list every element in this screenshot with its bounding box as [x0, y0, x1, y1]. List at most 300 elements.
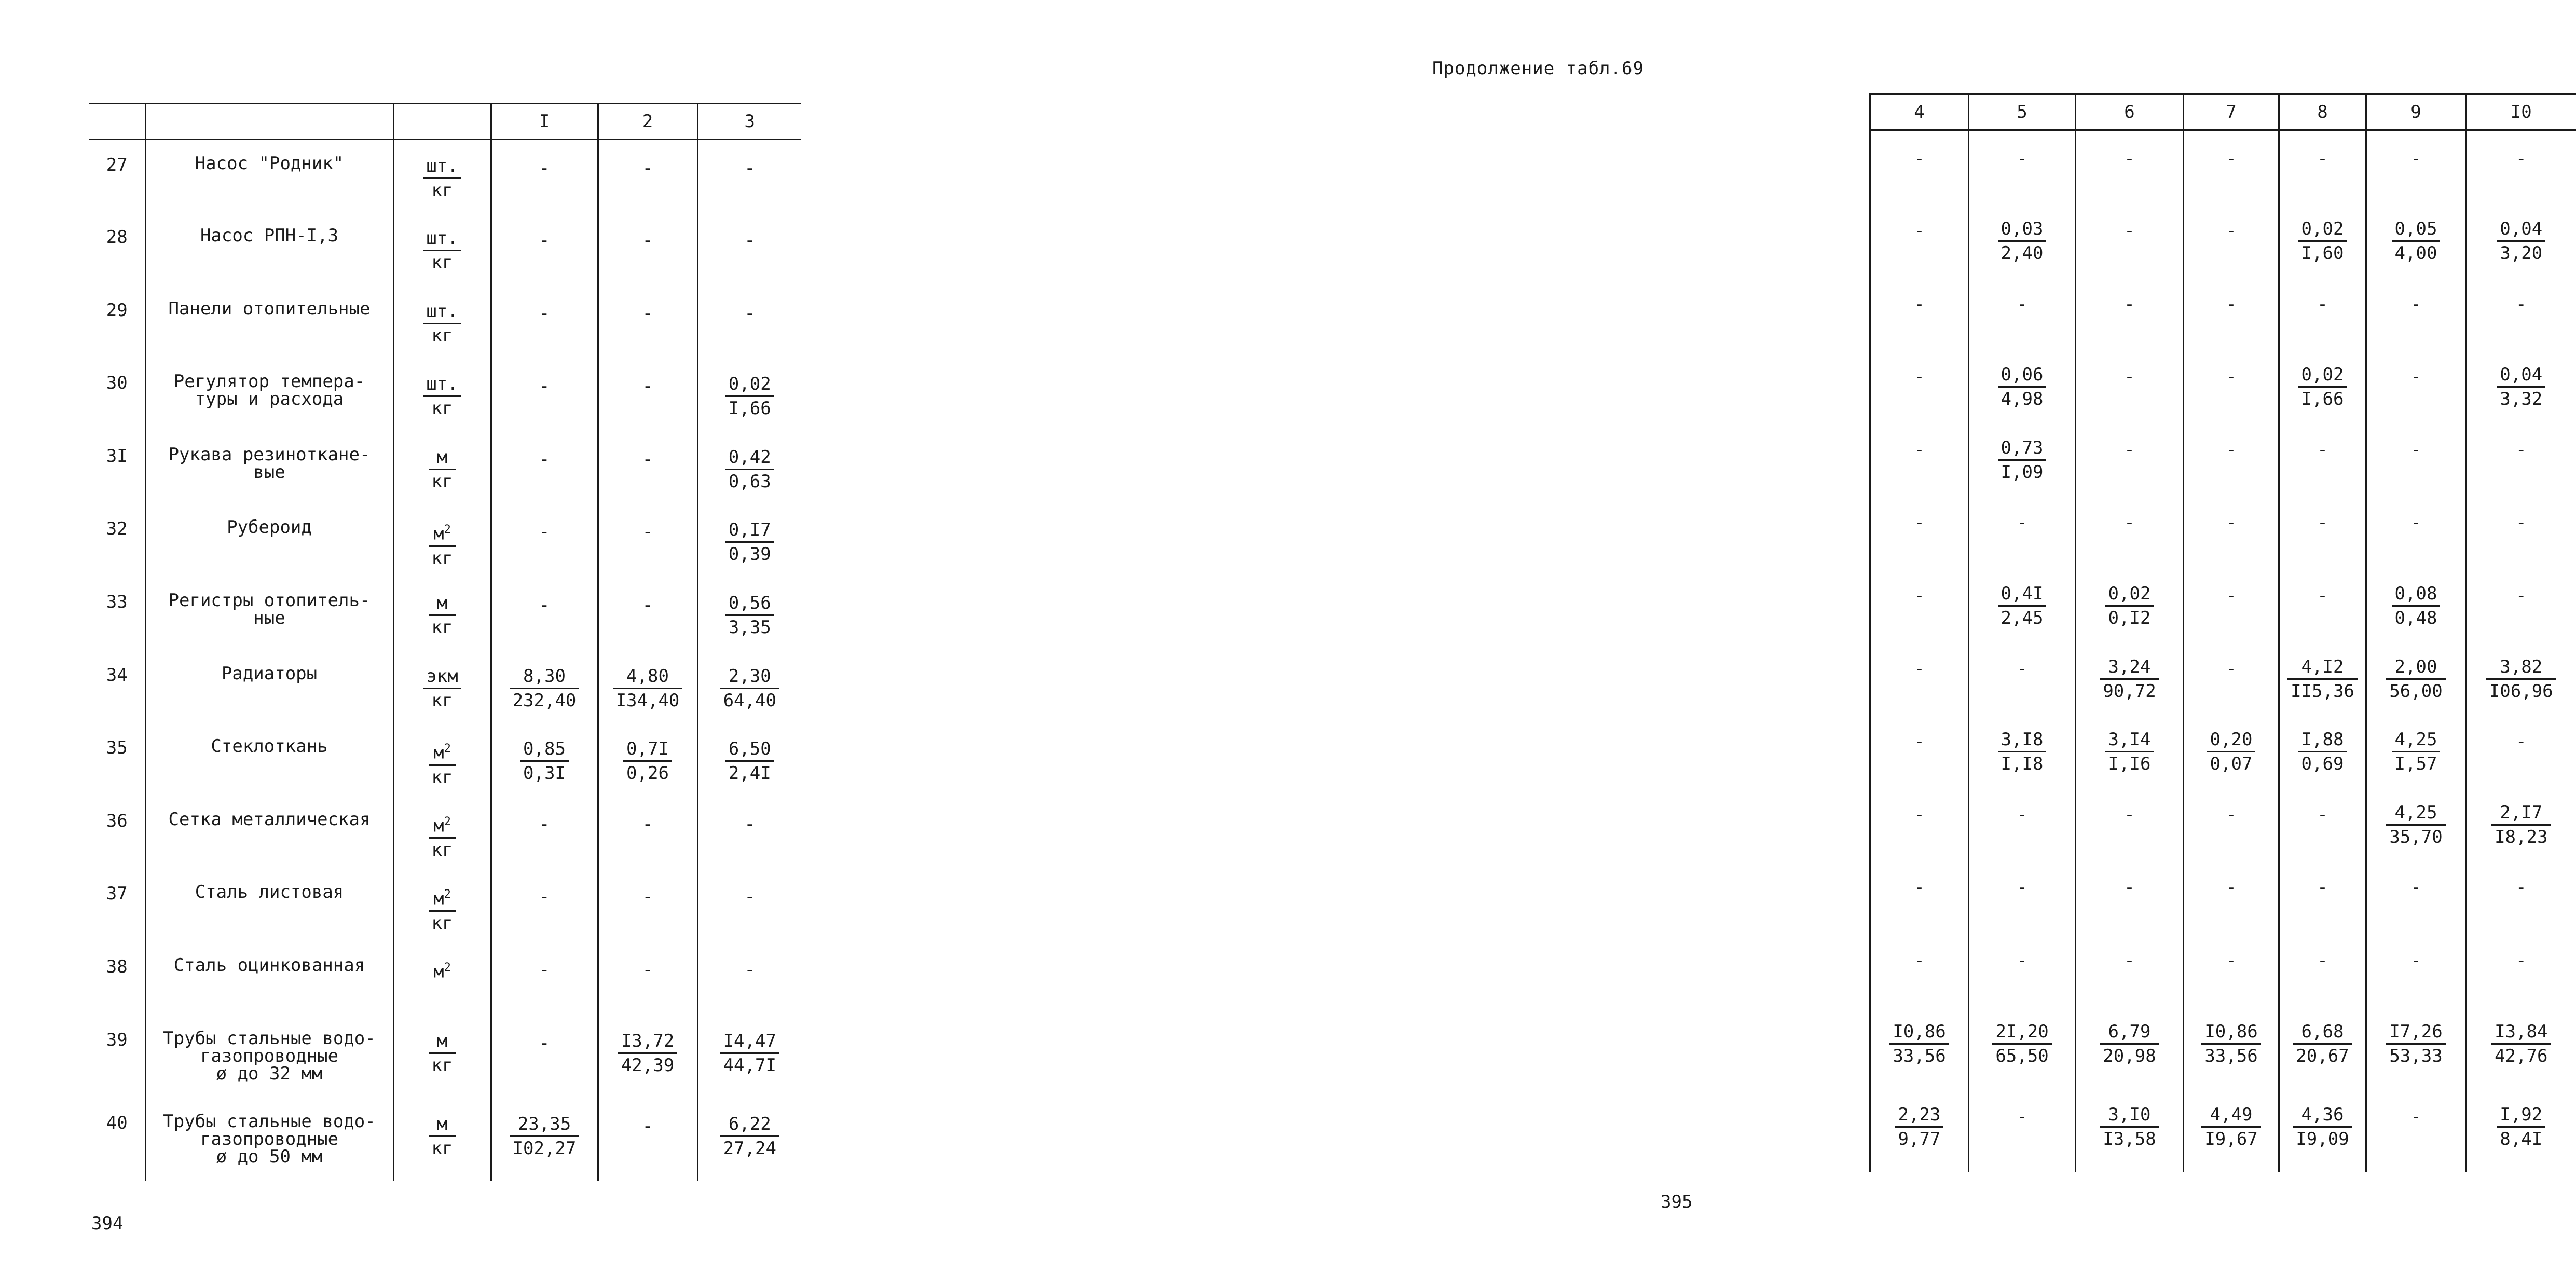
value-cell-col-6	[2076, 641, 2184, 714]
fraction-top: 6,79	[2100, 1020, 2159, 1045]
unit-fraction	[423, 227, 461, 274]
value-cell-col-7	[2184, 787, 2279, 860]
fraction	[720, 1030, 779, 1077]
column-header: 3	[697, 104, 801, 140]
table-row	[1870, 568, 2576, 641]
value-cell-col-3	[697, 212, 801, 285]
value-cell-col-4	[1870, 1089, 1969, 1172]
empty-dash: -	[2124, 293, 2135, 314]
item-name-line: ø до 50 мм	[216, 1146, 323, 1167]
value-cell-col-2	[598, 796, 697, 869]
value-cell-col-5	[1969, 568, 2076, 641]
table-row	[89, 942, 801, 1015]
table-row	[89, 504, 801, 577]
fraction	[2491, 1020, 2551, 1067]
value-cell-col-3	[697, 504, 801, 577]
value-cell-col-9	[2366, 933, 2466, 1006]
fraction-top: 6,22	[720, 1113, 779, 1137]
left-table-body	[89, 140, 801, 1182]
item-name	[145, 723, 393, 796]
empty-dash: -	[1914, 439, 1925, 460]
unit	[393, 504, 491, 577]
unit-top: м	[429, 446, 456, 470]
table-row	[89, 358, 801, 431]
unit-bottom: кг	[431, 840, 453, 861]
value-cell-col-4	[1870, 349, 1969, 422]
value-cell-col-7	[2184, 422, 2279, 495]
unit-fraction	[423, 373, 461, 420]
fraction-top: 0,05	[2392, 217, 2441, 242]
value-cell-col-10	[2466, 714, 2576, 787]
value-cell-col-9	[2366, 130, 2466, 203]
value-cell-col-9	[2366, 787, 2466, 860]
value-cell-col-6	[2076, 495, 2184, 568]
empty-dash: -	[2226, 366, 2237, 388]
item-name	[145, 285, 393, 359]
item-name	[145, 577, 393, 650]
unit	[393, 577, 491, 650]
empty-dash: -	[2017, 658, 2027, 679]
empty-dash: -	[2410, 293, 2421, 314]
fraction-top: I0,86	[2201, 1020, 2260, 1045]
table-row	[89, 869, 801, 942]
fraction-top: 4,80	[613, 665, 683, 689]
fraction	[1998, 363, 2047, 410]
unit-bottom: кг	[431, 398, 453, 419]
item-name-line: Сталь листовая	[195, 882, 344, 903]
empty-dash: -	[2317, 585, 2328, 607]
fraction-top: 0,02	[725, 373, 774, 397]
fraction-top: 0,04	[2497, 363, 2545, 388]
empty-dash: -	[1914, 731, 1925, 752]
fraction	[725, 518, 774, 566]
item-name	[145, 212, 393, 285]
value-cell-col-5	[1969, 130, 2076, 203]
fraction	[2386, 801, 2445, 848]
value-cell-col-10	[2466, 422, 2576, 495]
unit-superscript: 2	[444, 961, 451, 975]
item-name-line: Стеклоткань	[211, 736, 328, 757]
empty-dash: -	[2317, 439, 2328, 460]
item-name-line: Трубы стальные водо-	[163, 1028, 376, 1049]
value-cell-col-3	[697, 285, 801, 359]
fraction-bottom: I,66	[728, 398, 771, 419]
fraction	[623, 737, 672, 785]
value-cell-col-9	[2366, 641, 2466, 714]
fraction-bottom: I,I8	[2000, 754, 2044, 775]
fraction	[720, 1113, 779, 1160]
unit-top: шт.	[423, 300, 461, 324]
empty-dash: -	[2516, 877, 2527, 898]
empty-dash: -	[2226, 658, 2237, 679]
empty-dash: -	[2226, 512, 2237, 533]
table-row	[1870, 1006, 2576, 1089]
item-name	[145, 869, 393, 942]
value-cell-col-6	[2076, 1006, 2184, 1089]
empty-dash: -	[2226, 585, 2237, 607]
fraction-top: I,88	[2298, 728, 2347, 752]
empty-dash: -	[642, 960, 653, 981]
fraction-bottom: 56,00	[2389, 680, 2443, 702]
item-name-line: Сталь оцинкованная	[173, 955, 365, 976]
value-cell-col-5	[1969, 1006, 2076, 1089]
fraction	[1895, 1103, 1944, 1151]
fraction	[725, 592, 774, 639]
value-cell-col-5	[1969, 203, 2076, 276]
unit	[393, 431, 491, 504]
fraction-top: 3,I4	[2105, 728, 2154, 752]
table-row	[1870, 641, 2576, 714]
fraction-top: 3,I8	[1998, 728, 2047, 752]
unit-top: м	[429, 1030, 456, 1054]
value-cell-col-7	[2184, 641, 2279, 714]
fraction-top: I4,47	[720, 1030, 779, 1054]
row-number: 40	[106, 1112, 128, 1133]
value-cell-col-3	[697, 796, 801, 869]
empty-dash: -	[539, 376, 550, 397]
fraction-bottom: 3,35	[728, 617, 771, 638]
column-header: I0	[2466, 94, 2576, 130]
value-cell-col-1	[491, 431, 598, 504]
fraction-top: 2,30	[720, 665, 779, 689]
fraction-bottom: I,60	[2301, 243, 2344, 264]
value-cell-col-3	[697, 942, 801, 1015]
fraction	[2100, 1020, 2159, 1067]
value-cell-col-2	[598, 212, 697, 285]
fraction-top: 4,25	[2386, 801, 2445, 826]
fraction	[2497, 363, 2545, 410]
empty-dash: -	[2317, 804, 2328, 825]
fraction	[725, 373, 774, 420]
fraction-bottom: 0,69	[2301, 754, 2344, 775]
unit-base: м	[433, 523, 444, 544]
table-row	[1870, 714, 2576, 787]
empty-dash: -	[642, 376, 653, 397]
value-cell-col-1	[491, 212, 598, 285]
value-cell-col-10	[2466, 933, 2576, 1006]
value-cell-col-4	[1870, 130, 1969, 203]
unit-superscript: 2	[444, 523, 451, 537]
fraction-top: 0,I7	[725, 518, 774, 543]
column-header	[89, 104, 145, 140]
value-cell-col-7	[2184, 495, 2279, 568]
column-header	[145, 104, 393, 140]
empty-dash: -	[2516, 148, 2527, 169]
fraction-bottom: 0,39	[728, 544, 771, 565]
value-cell-col-9	[2366, 203, 2466, 276]
empty-dash: -	[642, 595, 653, 616]
value-cell-col-4	[1870, 203, 1969, 276]
value-cell-col-2	[598, 942, 697, 1015]
unit	[393, 869, 491, 942]
table-row	[89, 577, 801, 650]
empty-dash: -	[539, 886, 550, 908]
empty-dash: -	[2017, 293, 2027, 314]
value-cell-col-10	[2466, 787, 2576, 860]
item-name	[145, 796, 393, 869]
fraction-bottom: I06,96	[2489, 680, 2553, 702]
value-cell-col-8	[2279, 641, 2366, 714]
empty-dash: -	[642, 1115, 653, 1137]
fraction-bottom: 33,56	[1893, 1045, 1946, 1066]
value-cell-col-1	[491, 140, 598, 213]
empty-dash: -	[1914, 658, 1925, 679]
empty-dash: -	[2410, 1106, 2421, 1127]
unit-fraction	[429, 737, 456, 788]
column-header: 8	[2279, 94, 2366, 130]
unit-fraction	[429, 1030, 456, 1077]
value-cell-col-10	[2466, 568, 2576, 641]
fraction	[2201, 1020, 2260, 1067]
empty-dash: -	[539, 960, 550, 981]
value-cell-col-5	[1969, 933, 2076, 1006]
row-number: 33	[106, 592, 128, 613]
empty-dash: -	[1914, 293, 1925, 314]
unit	[393, 942, 491, 1015]
unit-fraction	[423, 300, 461, 347]
empty-dash: -	[2124, 877, 2135, 898]
fraction-bottom: 3,20	[2500, 243, 2543, 264]
fraction-bottom: II5,36	[2291, 680, 2354, 702]
unit	[393, 1098, 491, 1181]
fraction-top: 0,04	[2497, 217, 2545, 242]
value-cell-col-8	[2279, 203, 2366, 276]
empty-dash: -	[2516, 950, 2527, 971]
fraction-bottom: I3,58	[2103, 1128, 2156, 1149]
value-cell-col-1	[491, 577, 598, 650]
value-cell-col-5	[1969, 276, 2076, 349]
fraction-bottom: 53,33	[2389, 1045, 2443, 1066]
value-cell-col-5	[1969, 859, 2076, 933]
unit-bottom: кг	[431, 617, 453, 638]
value-cell-col-2	[598, 723, 697, 796]
table-row	[89, 723, 801, 796]
empty-dash: -	[2410, 148, 2421, 169]
empty-dash: -	[642, 303, 653, 324]
value-cell-col-1	[491, 1015, 598, 1098]
fraction-top: 0,85	[520, 737, 569, 762]
fraction-top: I7,26	[2386, 1020, 2445, 1045]
fraction	[1992, 1020, 2051, 1067]
fraction-top: I3,72	[618, 1030, 677, 1054]
value-cell-col-5	[1969, 787, 2076, 860]
value-cell-col-2	[598, 431, 697, 504]
value-cell-col-4	[1870, 495, 1969, 568]
empty-dash: -	[1914, 804, 1925, 825]
empty-dash: -	[2317, 148, 2328, 169]
unit-fraction	[430, 956, 454, 983]
empty-dash: -	[2226, 950, 2237, 971]
fraction-bottom: 4,00	[2394, 243, 2437, 264]
table-row	[1870, 859, 2576, 933]
value-cell-col-10	[2466, 641, 2576, 714]
item-name-line: Панели отопительные	[168, 298, 371, 319]
fraction-top: 3,I0	[2100, 1103, 2159, 1128]
item-name	[145, 1015, 393, 1098]
value-cell-col-7	[2184, 276, 2279, 349]
page-number-left: 394	[91, 1213, 124, 1234]
fraction-bottom: I,I6	[2108, 754, 2151, 775]
left-table-sheet	[89, 103, 801, 1181]
fraction-top: 0,02	[2105, 582, 2154, 607]
item-name	[145, 140, 393, 213]
empty-dash: -	[2226, 221, 2237, 242]
empty-dash: -	[539, 522, 550, 543]
item-name-line: ные	[253, 608, 285, 629]
item-name-line: газопроводные	[200, 1045, 339, 1066]
fraction-top: 0,73	[1998, 436, 2047, 461]
empty-dash: -	[2516, 731, 2527, 752]
unit-bottom: кг	[431, 325, 453, 346]
empty-dash: -	[2226, 439, 2237, 460]
fraction	[2105, 582, 2154, 629]
table-row	[89, 140, 801, 213]
empty-dash: -	[2226, 148, 2237, 169]
left-page	[0, 0, 888, 1287]
fraction-bottom: I02,27	[512, 1138, 577, 1159]
fraction-bottom: I9,67	[2204, 1128, 2258, 1149]
row-number: 32	[106, 518, 128, 540]
empty-dash: -	[642, 522, 653, 543]
value-cell-col-9	[2366, 859, 2466, 933]
column-header	[393, 104, 491, 140]
value-cell-col-2	[598, 1015, 697, 1098]
fraction-top: 2,00	[2386, 655, 2445, 680]
value-cell-col-5	[1969, 1089, 2076, 1172]
row-number: 27	[106, 155, 128, 175]
empty-dash: -	[642, 886, 653, 908]
right-header-row	[1870, 94, 2576, 130]
value-cell-col-7	[2184, 1089, 2279, 1172]
row-number: 36	[106, 810, 128, 831]
fraction-bottom: 232,40	[512, 690, 577, 711]
fraction-bottom: I,09	[2000, 461, 2044, 483]
table-row	[89, 212, 801, 285]
empty-dash: -	[2317, 293, 2328, 314]
value-cell-col-8	[2279, 714, 2366, 787]
unit	[393, 285, 491, 359]
value-cell-col-2	[598, 577, 697, 650]
unit-bottom: кг	[431, 1055, 453, 1076]
empty-dash: -	[2226, 293, 2237, 314]
fraction-top: 0,42	[725, 446, 774, 470]
item-name-line: Радиаторы	[221, 663, 318, 684]
value-cell-col-10	[2466, 130, 2576, 203]
fraction-bottom: 2,4I	[728, 763, 771, 784]
table-row	[89, 796, 801, 869]
value-cell-col-8	[2279, 422, 2366, 495]
unit-fraction	[429, 592, 456, 639]
value-cell-col-3	[697, 1098, 801, 1181]
value-cell-col-7	[2184, 203, 2279, 276]
empty-dash: -	[2017, 804, 2027, 825]
fraction-bottom: 90,72	[2103, 680, 2156, 702]
fraction-bottom: 20,67	[2296, 1045, 2349, 1066]
value-cell-col-2	[598, 869, 697, 942]
left-header-row	[89, 104, 801, 140]
value-cell-col-8	[2279, 859, 2366, 933]
value-cell-col-1	[491, 869, 598, 942]
empty-dash: -	[1914, 512, 1925, 533]
fraction-top: 0,20	[2207, 728, 2256, 752]
value-cell-col-5	[1969, 641, 2076, 714]
value-cell-col-4	[1870, 422, 1969, 495]
item-name-line: ø до 32 мм	[216, 1063, 323, 1084]
value-cell-col-6	[2076, 787, 2184, 860]
value-cell-col-9	[2366, 495, 2466, 568]
unit-bottom: кг	[431, 252, 453, 273]
item-name	[145, 942, 393, 1015]
fraction-bottom: 42,76	[2495, 1045, 2548, 1066]
value-cell-col-2	[598, 504, 697, 577]
item-name-line: Насос "Родник"	[195, 153, 344, 174]
unit-base: м	[433, 815, 444, 837]
right-table-body	[1870, 130, 2576, 1172]
unit-base: м	[433, 742, 444, 763]
empty-dash: -	[2017, 148, 2027, 169]
fraction	[2298, 728, 2347, 775]
value-cell-col-5	[1969, 714, 2076, 787]
value-cell-col-8	[2279, 495, 2366, 568]
value-cell-col-3	[697, 577, 801, 650]
value-cell-col-10	[2466, 349, 2576, 422]
item-name-line: Рукава резинотканe-	[168, 444, 371, 465]
fraction	[2100, 1103, 2159, 1151]
fraction	[2497, 217, 2545, 265]
value-cell-col-4	[1870, 641, 1969, 714]
value-cell-col-9	[2366, 422, 2466, 495]
fraction-bottom: 9,77	[1898, 1128, 1941, 1149]
empty-dash: -	[2317, 512, 2328, 533]
fraction-bottom: 2,40	[2000, 243, 2044, 264]
value-cell-col-6	[2076, 130, 2184, 203]
unit-top: шт.	[423, 155, 461, 179]
unit-bottom: кг	[431, 912, 453, 934]
fraction-top: 0,4I	[1998, 582, 2047, 607]
row-number: 34	[106, 664, 128, 686]
value-cell-col-4	[1870, 787, 1969, 860]
fraction-bottom: 2,45	[2000, 608, 2044, 629]
empty-dash: -	[642, 230, 653, 251]
empty-dash: -	[2226, 804, 2237, 825]
fraction	[2386, 655, 2445, 703]
unit-bottom: кг	[431, 766, 453, 788]
fraction	[1889, 1020, 1949, 1067]
column-header: I	[491, 104, 598, 140]
fraction-bottom: I,66	[2301, 389, 2344, 410]
empty-dash: -	[2516, 585, 2527, 607]
unit-top: шт.	[423, 227, 461, 251]
fraction-top: 0,08	[2392, 582, 2441, 607]
empty-dash: -	[1914, 148, 1925, 169]
empty-dash: -	[2124, 950, 2135, 971]
fraction	[1998, 582, 2047, 629]
row-number: 29	[106, 299, 128, 321]
unit	[393, 140, 491, 213]
value-cell-col-3	[697, 650, 801, 723]
unit-fraction	[429, 1113, 456, 1160]
fraction	[2293, 1103, 2352, 1151]
value-cell-col-1	[491, 285, 598, 359]
empty-dash: -	[539, 1032, 550, 1053]
empty-dash: -	[1914, 221, 1925, 242]
item-name-line: Регистры отопитель-	[168, 590, 371, 611]
fraction-top: 0,02	[2298, 217, 2347, 242]
fraction-top: 4,I2	[2287, 655, 2358, 680]
fraction-top: 0,02	[2298, 363, 2347, 388]
fraction-bottom: 0,63	[728, 471, 771, 492]
fraction-bottom: 35,70	[2389, 826, 2443, 847]
